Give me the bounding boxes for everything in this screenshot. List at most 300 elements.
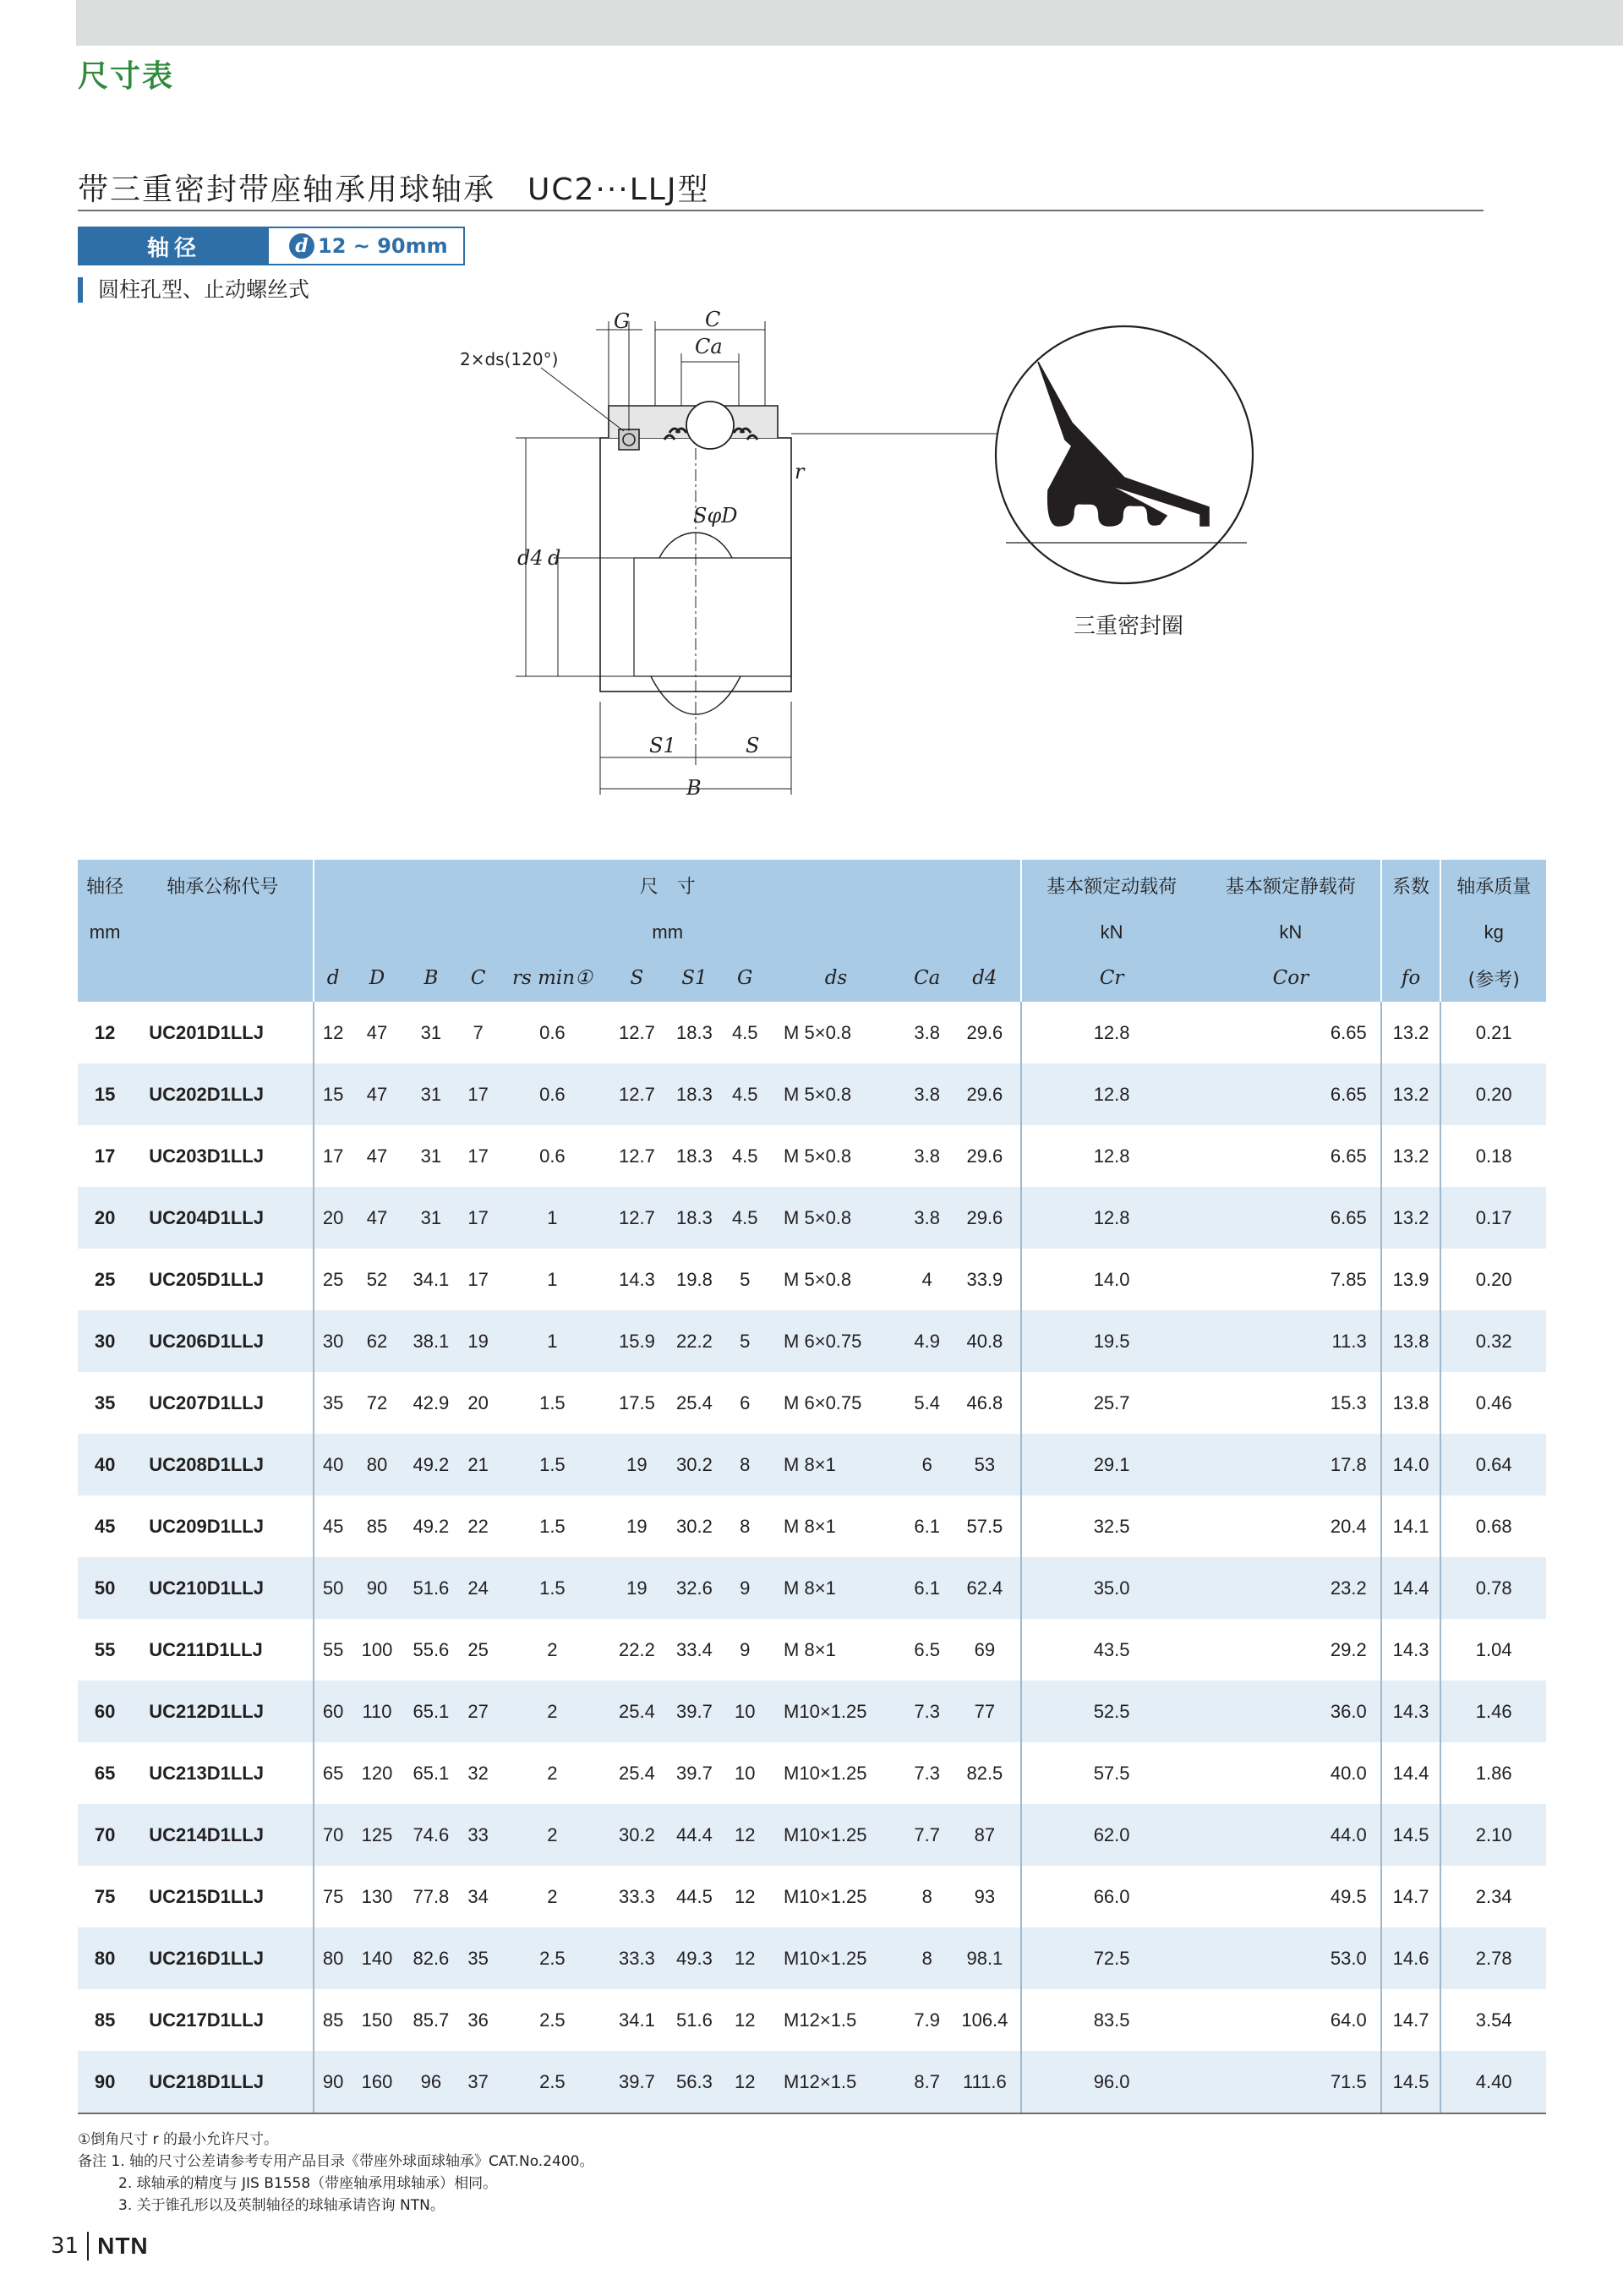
cell-d: 25 <box>314 1249 352 1310</box>
cell-fo: 13.2 <box>1381 1125 1441 1187</box>
cell-mass: 0.46 <box>1440 1372 1546 1434</box>
cell-mass: 0.18 <box>1440 1125 1546 1187</box>
cell-d4: 111.6 <box>949 2051 1022 2113</box>
cell-designation: UC212D1LLJ <box>132 1681 314 1742</box>
cell-S: 25.4 <box>608 1681 665 1742</box>
header-dimensions: 尺 寸 <box>314 860 1021 910</box>
cell-r-min: 2.5 <box>539 2009 566 2031</box>
cell-Cor: 23.2 <box>1201 1557 1381 1619</box>
cell-r-min: 0.6 <box>539 1021 566 1043</box>
cell-D: 130 <box>361 1885 393 1907</box>
cell-d: 35 <box>314 1372 352 1434</box>
cell-shaft-dia: 30 <box>78 1310 132 1372</box>
cell-C: 24 <box>460 1557 496 1619</box>
cell-Cr: 72.5 <box>1021 1927 1201 1989</box>
cell-shaft-dia: 20 <box>78 1187 132 1249</box>
cell-Ca: 7.3 <box>914 1762 941 1784</box>
cell-d4: 53 <box>949 1434 1022 1495</box>
header-sym-fo: fo <box>1381 954 1441 1002</box>
cell-G: 12 <box>734 1885 756 1907</box>
cell-d4: 40.8 <box>949 1310 1022 1372</box>
cell-S1: 30.2 <box>676 1515 713 1537</box>
cell-Ca: 6 <box>905 1434 949 1495</box>
table-row <box>78 2051 1546 2113</box>
cell-d: 50 <box>314 1557 352 1619</box>
cell-B: 82.6 <box>402 1927 460 1989</box>
table-row <box>78 1619 1546 1681</box>
d-symbol-icon: d <box>289 233 314 259</box>
cell-S: 14.3 <box>619 1268 655 1290</box>
cell-Cor: 17.8 <box>1201 1434 1381 1495</box>
cell-d4: 29.6 <box>966 1021 1003 1043</box>
cell-ds: M10×1.25 <box>784 1762 867 1784</box>
cell-r-min: 1.5 <box>496 1434 608 1495</box>
cell-C: 19 <box>460 1310 496 1372</box>
cell-fo: 14.4 <box>1381 1557 1441 1619</box>
cell-d4: 77 <box>949 1681 1022 1742</box>
cell-d: 65 <box>314 1742 352 1804</box>
cell-B: 42.9 <box>413 1391 450 1413</box>
cell-S1: 56.3 <box>665 2051 723 2113</box>
cell-designation: UC205D1LLJ <box>149 1268 264 1290</box>
cell-d4: 98.1 <box>949 1927 1022 1989</box>
cell-ds: M12×1.5 <box>767 2051 905 2113</box>
section-title: 尺寸表 <box>78 59 175 94</box>
cell-shaft-dia: 85 <box>94 2009 116 2031</box>
cell-Cor: 40.0 <box>1330 1762 1367 1784</box>
cell-S1: 39.7 <box>676 1762 713 1784</box>
cell-S: 15.9 <box>608 1310 665 1372</box>
cell-S: 33.3 <box>608 1927 665 1989</box>
cell-fo: 14.3 <box>1381 1681 1441 1742</box>
cell-S1: 33.4 <box>676 1638 713 1660</box>
cell-G: 10 <box>723 1681 767 1742</box>
cell-d4: 29.6 <box>949 1063 1022 1125</box>
header-unit-kn2: kN <box>1201 910 1381 954</box>
cell-ds: M 5×0.8 <box>784 1021 852 1043</box>
cell-mass: 0.20 <box>1440 1063 1546 1125</box>
cell-S: 12.7 <box>608 1063 665 1125</box>
cell-Cr: 25.7 <box>1021 1372 1201 1434</box>
cell-fo: 13.2 <box>1381 1063 1441 1125</box>
cell-Cor: 44.0 <box>1201 1804 1381 1866</box>
cell-D: 62 <box>352 1310 402 1372</box>
cell-S1: 44.5 <box>676 1885 713 1907</box>
cell-Cr: 32.5 <box>1021 1495 1201 1557</box>
cell-shaft-dia: 65 <box>94 1762 116 1784</box>
cell-d: 45 <box>314 1495 352 1557</box>
label-C: C <box>705 308 721 331</box>
cell-Ca: 5.4 <box>914 1391 941 1413</box>
cell-C: 27 <box>460 1681 496 1742</box>
cell-d: 60 <box>314 1681 352 1742</box>
cell-d: 75 <box>314 1866 352 1927</box>
cell-ds: M 8×1 <box>767 1434 905 1495</box>
cell-B: 49.2 <box>413 1515 450 1537</box>
cell-Cor: 36.0 <box>1201 1681 1381 1742</box>
cell-S1: 49.3 <box>665 1927 723 1989</box>
cell-D: 90 <box>352 1557 402 1619</box>
header-sym-ds: ds <box>767 954 905 1002</box>
cell-S: 39.7 <box>608 2051 665 2113</box>
seal-caption: 三重密封圈 <box>1074 614 1184 639</box>
shaft-range-value: 12 ~ 90mm <box>318 234 448 258</box>
shaft-diameter-box <box>78 227 465 265</box>
cell-designation: UC216D1LLJ <box>132 1927 314 1989</box>
footnotes <box>78 2129 593 2217</box>
cell-mass: 2.10 <box>1440 1804 1546 1866</box>
cell-Ca: 7.7 <box>905 1804 949 1866</box>
cell-Ca: 3.8 <box>905 1187 949 1249</box>
top-gray-bar <box>76 0 1623 46</box>
cell-fo: 14.0 <box>1381 1434 1441 1495</box>
cell-Cor: 64.0 <box>1330 2009 1367 2031</box>
cell-B: 31 <box>420 1145 442 1167</box>
cell-d: 15 <box>314 1063 352 1125</box>
cell-r-min: 1.5 <box>539 1515 566 1537</box>
cell-D: 47 <box>366 1145 388 1167</box>
cell-fo: 14.3 <box>1381 1619 1441 1681</box>
cell-mass: 3.54 <box>1440 1989 1546 2051</box>
cell-D: 110 <box>352 1681 402 1742</box>
cell-G: 4.5 <box>723 1063 767 1125</box>
cell-G: 5 <box>723 1310 767 1372</box>
cell-fo: 14.5 <box>1381 1804 1441 1866</box>
cell-S1: 18.3 <box>665 1187 723 1249</box>
cell-designation: UC210D1LLJ <box>132 1557 314 1619</box>
cell-shaft-dia: 50 <box>78 1557 132 1619</box>
cell-d: 70 <box>314 1804 352 1866</box>
cell-d4: 33.9 <box>966 1268 1003 1290</box>
cell-B: 31 <box>402 1187 460 1249</box>
cell-shaft-dia: 90 <box>78 2051 132 2113</box>
cell-fo: 13.2 <box>1381 1002 1441 1063</box>
cell-B: 55.6 <box>413 1638 450 1660</box>
cell-Cr: 52.5 <box>1021 1681 1201 1742</box>
cell-r-min: 1 <box>496 1310 608 1372</box>
cell-Ca: 7.3 <box>905 1681 949 1742</box>
header-sym-ref: (参考) <box>1440 954 1546 1002</box>
header-factor: 系数 <box>1381 860 1441 910</box>
cell-Ca: 3.8 <box>914 1021 941 1043</box>
cell-mass: 2.78 <box>1440 1927 1546 1989</box>
bearing-type-label: 圆柱孔型、止动螺丝式 <box>78 277 309 303</box>
label-d: d <box>548 546 561 570</box>
cell-Cor: 6.65 <box>1201 1063 1381 1125</box>
label-d4: d4 <box>517 546 544 570</box>
page-heading: 带三重密封带座轴承用球轴承 UC2···LLJ型 <box>78 172 710 207</box>
cell-d4: 82.5 <box>966 1762 1003 1784</box>
cell-d: 85 <box>314 1989 352 2051</box>
cell-designation: UC201D1LLJ <box>149 1021 264 1043</box>
header-sym-Ca: Ca <box>905 954 949 1002</box>
cell-G: 12 <box>723 1927 767 1989</box>
cell-C: 25 <box>467 1638 489 1660</box>
cell-ds: M10×1.25 <box>784 1885 867 1907</box>
cell-S: 17.5 <box>619 1391 655 1413</box>
cell-d4: 87 <box>949 1804 1022 1866</box>
cell-Cr: 35.0 <box>1021 1557 1201 1619</box>
cell-B: 74.6 <box>402 1804 460 1866</box>
cell-S1: 51.6 <box>676 2009 713 2031</box>
cell-S1: 18.3 <box>665 1063 723 1125</box>
table-row <box>78 1002 1546 1063</box>
header-sym-Cor: Cor <box>1201 954 1381 1002</box>
cell-S1: 18.3 <box>676 1021 713 1043</box>
table-row <box>78 1557 1546 1619</box>
footnote-2: 备注 1. 轴的尺寸公差请参考专用产品目录《带座外球面球轴承》CAT.No.2400。 <box>78 2153 594 2170</box>
cell-B: 65.1 <box>413 1762 450 1784</box>
header-blank <box>1381 910 1441 954</box>
cell-r-min: 1.5 <box>539 1391 566 1413</box>
cell-d: 80 <box>314 1927 352 1989</box>
cell-G: 5 <box>740 1268 751 1290</box>
cell-r-min: 2.5 <box>496 1927 608 1989</box>
cell-Ca: 4.9 <box>905 1310 949 1372</box>
cell-r-min: 2 <box>496 1681 608 1742</box>
cell-Cr: 57.5 <box>1021 1742 1201 1804</box>
cell-fo: 13.9 <box>1381 1249 1441 1310</box>
cell-D: 72 <box>366 1391 388 1413</box>
cell-r-min: 1 <box>547 1268 558 1290</box>
cell-Cr: 14.0 <box>1021 1249 1201 1310</box>
cell-fo: 14.7 <box>1381 1989 1441 2051</box>
brand-logo: NTN <box>97 2233 149 2259</box>
cell-D: 80 <box>352 1434 402 1495</box>
cell-D: 140 <box>352 1927 402 1989</box>
cell-B: 38.1 <box>402 1310 460 1372</box>
cell-d4: 29.6 <box>966 1145 1003 1167</box>
table-row <box>78 1372 1546 1434</box>
cell-ds: M 5×0.8 <box>767 1063 905 1125</box>
cell-designation: UC206D1LLJ <box>132 1310 314 1372</box>
cell-G: 8 <box>723 1434 767 1495</box>
header-sym-S: S <box>608 954 665 1002</box>
table-row <box>78 1742 1546 1804</box>
cell-G: 9 <box>740 1638 751 1660</box>
header-designation: 轴承公称代号 <box>132 860 314 910</box>
cell-designation: UC204D1LLJ <box>132 1187 314 1249</box>
cell-S: 12.7 <box>608 1187 665 1249</box>
cell-Cor: 53.0 <box>1201 1927 1381 1989</box>
shaft-label: 轴径 <box>79 228 269 264</box>
cell-mass: 2.34 <box>1440 1866 1546 1927</box>
header-sym-d: d <box>314 954 352 1002</box>
cell-designation: UC211D1LLJ <box>149 1638 263 1660</box>
cell-G: 12 <box>723 1804 767 1866</box>
cell-ds: M 5×0.8 <box>767 1187 905 1249</box>
cell-fo: 13.8 <box>1381 1372 1441 1434</box>
cell-shaft-dia: 12 <box>94 1021 116 1043</box>
cell-shaft-dia: 25 <box>94 1268 116 1290</box>
cell-shaft-dia: 40 <box>78 1434 132 1495</box>
cell-D: 47 <box>352 1187 402 1249</box>
shaft-range <box>269 228 463 264</box>
cell-Cor: 6.65 <box>1330 1145 1367 1167</box>
cell-B: 31 <box>420 1021 442 1043</box>
cell-mass: 1.86 <box>1440 1742 1546 1804</box>
cell-S: 25.4 <box>619 1762 655 1784</box>
cell-shaft-dia: 60 <box>78 1681 132 1742</box>
header-sym-C: C <box>460 954 496 1002</box>
page-footer <box>51 2232 149 2260</box>
cell-r-min: 0.6 <box>496 1063 608 1125</box>
cell-shaft-dia: 55 <box>94 1638 116 1660</box>
cell-fo: 13.2 <box>1381 1187 1441 1249</box>
cell-mass: 0.64 <box>1440 1434 1546 1495</box>
cell-D: 52 <box>366 1268 388 1290</box>
cell-S1: 22.2 <box>665 1310 723 1372</box>
cell-G: 10 <box>734 1762 756 1784</box>
cell-G: 9 <box>723 1557 767 1619</box>
table-row <box>78 1063 1546 1125</box>
cell-C: 17 <box>460 1063 496 1125</box>
cell-r-min: 1 <box>496 1187 608 1249</box>
label-Ca: Ca <box>695 335 723 358</box>
table-row <box>78 1310 1546 1372</box>
table-row <box>78 1125 1546 1187</box>
cell-Ca: 6.1 <box>905 1557 949 1619</box>
cell-mass: 0.78 <box>1440 1557 1546 1619</box>
cell-D: 85 <box>366 1515 388 1537</box>
cell-r-min: 2 <box>547 1762 558 1784</box>
cell-C: 7 <box>473 1021 484 1043</box>
cell-ds: M 5×0.8 <box>784 1145 852 1167</box>
cell-B: 34.1 <box>413 1268 450 1290</box>
cell-shaft-dia: 45 <box>94 1515 116 1537</box>
table-row <box>78 1681 1546 1742</box>
cell-D: 47 <box>352 1063 402 1125</box>
cell-d: 90 <box>314 2051 352 2113</box>
cell-d4: 46.8 <box>966 1391 1003 1413</box>
cell-Cor: 7.85 <box>1330 1268 1367 1290</box>
cell-shaft-dia: 70 <box>78 1804 132 1866</box>
cell-Ca: 3.8 <box>905 1063 949 1125</box>
cell-d4: 57.5 <box>966 1515 1003 1537</box>
cell-C: 17 <box>467 1268 489 1290</box>
cell-D: 47 <box>366 1021 388 1043</box>
header-shaft-diameter: 轴径 <box>78 860 132 910</box>
cell-S: 12.7 <box>619 1021 655 1043</box>
footnote-4: 3. 关于锥孔形以及英制轴径的球轴承请咨询 NTN。 <box>118 2197 445 2214</box>
cell-G: 12 <box>723 2051 767 2113</box>
cell-d4: 106.4 <box>961 2009 1008 2031</box>
cell-C: 32 <box>467 1762 489 1784</box>
cell-fo: 14.4 <box>1381 1742 1441 1804</box>
header-unit-kn1: kN <box>1021 910 1201 954</box>
cell-G: 4.5 <box>731 1145 758 1167</box>
page-number: 31 <box>51 2232 89 2260</box>
cell-ds: M 8×1 <box>784 1638 836 1660</box>
cell-designation: UC217D1LLJ <box>149 2009 264 2031</box>
cell-S: 12.7 <box>619 1145 655 1167</box>
cell-S: 22.2 <box>619 1638 655 1660</box>
table-row <box>78 1249 1546 1310</box>
cell-d4: 69 <box>974 1638 996 1660</box>
header-blank <box>132 954 314 1002</box>
cell-designation: UC207D1LLJ <box>149 1391 264 1413</box>
cell-Cor: 15.3 <box>1330 1391 1367 1413</box>
cell-designation: UC213D1LLJ <box>149 1762 264 1784</box>
cell-shaft-dia: 15 <box>78 1063 132 1125</box>
cell-fo: 14.1 <box>1381 1495 1441 1557</box>
cell-fo: 14.6 <box>1381 1927 1441 1989</box>
cell-Cor: 29.2 <box>1330 1638 1367 1660</box>
cell-ds: M 6×0.75 <box>767 1310 905 1372</box>
cell-S1: 30.2 <box>665 1434 723 1495</box>
header-blank <box>132 910 314 954</box>
cell-ds: M 6×0.75 <box>784 1391 862 1413</box>
cell-D: 160 <box>352 2051 402 2113</box>
cell-B: 49.2 <box>402 1434 460 1495</box>
cell-B: 51.6 <box>402 1557 460 1619</box>
header-unit-mm: mm <box>78 910 132 954</box>
cell-Ca: 7.9 <box>914 2009 941 2031</box>
label-SphiD: SφD <box>693 504 738 528</box>
cell-designation: UC203D1LLJ <box>149 1145 264 1167</box>
cell-C: 33 <box>460 1804 496 1866</box>
cell-ds: M 8×1 <box>784 1515 836 1537</box>
cell-C: 34 <box>467 1885 489 1907</box>
header-sym-r: rs min① <box>496 954 608 1002</box>
header-static-load: 基本额定静载荷 <box>1201 860 1381 910</box>
label-B: B <box>686 776 702 800</box>
cell-Cr: 12.8 <box>1021 1125 1201 1187</box>
cell-S: 19 <box>608 1434 665 1495</box>
footnote-1: ①倒角尺寸 r 的最小允许尺寸。 <box>78 2131 279 2148</box>
cell-d4: 93 <box>974 1885 996 1907</box>
table-row <box>78 1866 1546 1927</box>
cell-Ca: 3.8 <box>914 1145 941 1167</box>
cell-ds: M12×1.5 <box>784 2009 857 2031</box>
cell-C: 37 <box>460 2051 496 2113</box>
cell-fo: 14.5 <box>1381 2051 1441 2113</box>
header-dynamic-load: 基本额定动载荷 <box>1021 860 1201 910</box>
cell-designation: UC218D1LLJ <box>132 2051 314 2113</box>
cell-r-min: 1.5 <box>496 1557 608 1619</box>
cell-Ca: 6.5 <box>914 1638 941 1660</box>
cell-r-min: 2 <box>547 1638 558 1660</box>
cell-ds: M10×1.25 <box>767 1927 905 1989</box>
cell-mass: 1.04 <box>1440 1619 1546 1681</box>
cell-S: 19 <box>608 1557 665 1619</box>
cell-r-min: 2.5 <box>496 2051 608 2113</box>
cell-shaft-dia: 75 <box>94 1885 116 1907</box>
cell-d: 20 <box>314 1187 352 1249</box>
cell-ds: M10×1.25 <box>767 1804 905 1866</box>
cell-designation: UC202D1LLJ <box>132 1063 314 1125</box>
cell-C: 20 <box>467 1391 489 1413</box>
cell-D: 150 <box>361 2009 393 2031</box>
cell-Ca: 8.7 <box>905 2051 949 2113</box>
cell-designation: UC208D1LLJ <box>132 1434 314 1495</box>
cell-C: 17 <box>460 1187 496 1249</box>
cell-S1: 18.3 <box>676 1145 713 1167</box>
header-sym-D: D <box>352 954 402 1002</box>
cell-shaft-dia: 17 <box>94 1145 116 1167</box>
cell-Cr: 83.5 <box>1021 1989 1201 2051</box>
cell-D: 100 <box>361 1638 393 1660</box>
table-row <box>78 1495 1546 1557</box>
cell-S: 34.1 <box>619 2009 655 2031</box>
cell-designation: UC215D1LLJ <box>149 1885 264 1907</box>
cell-S1: 39.7 <box>665 1681 723 1742</box>
cell-Cor: 71.5 <box>1201 2051 1381 2113</box>
header-unit-dims: mm <box>314 910 1021 954</box>
cell-shaft-dia: 80 <box>78 1927 132 1989</box>
label-G: G <box>614 309 631 333</box>
cell-Cor: 49.5 <box>1330 1885 1367 1907</box>
